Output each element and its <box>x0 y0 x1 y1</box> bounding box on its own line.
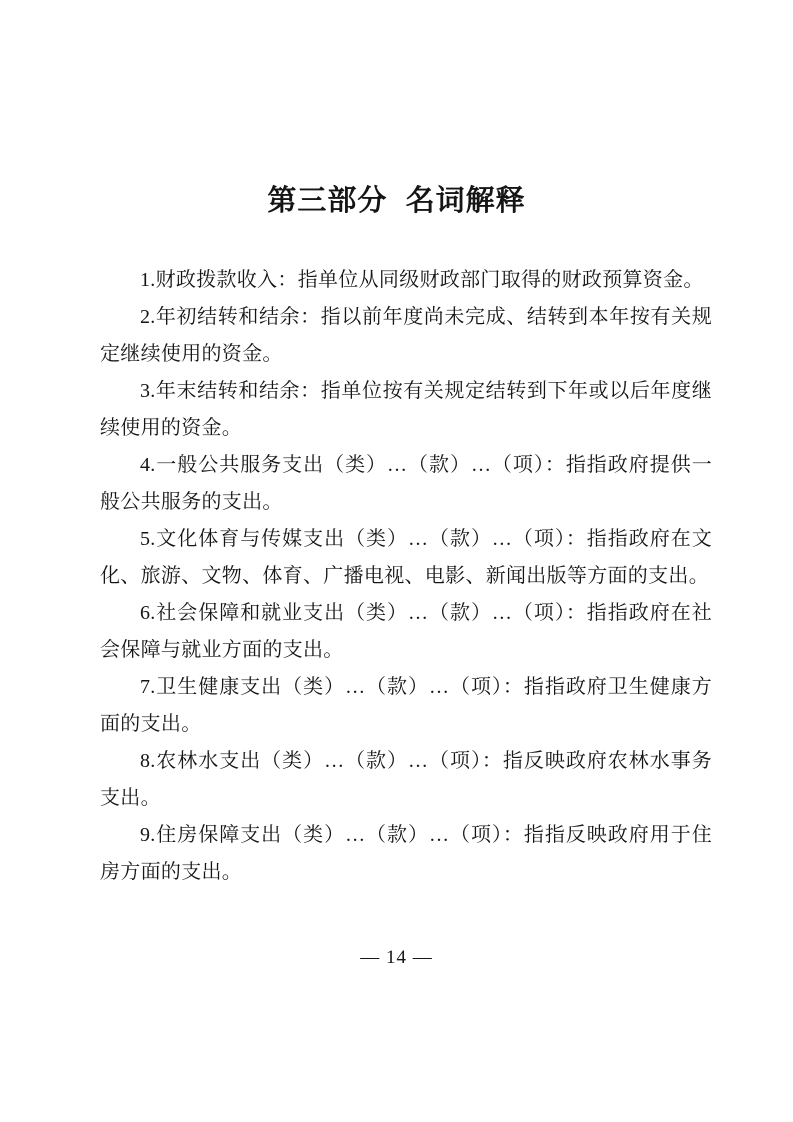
glossary-item-4: 4.一般公共服务支出（类）…（款）…（项）：指指政府提供一般公共服务的支出。 <box>100 454 712 513</box>
glossary-item-3: 3.年末结转和结余：指单位按有关规定结转到下年或以后年度继续使用的资金。 <box>100 380 712 439</box>
glossary-item-8: 8.农林水支出（类）…（款）…（项）：指反映政府农林水事务支出。 <box>100 750 712 809</box>
glossary-item-6: 6.社会保障和就业支出（类）…（款）…（项）：指指政府在社会保障与就业方面的支出。 <box>100 602 712 661</box>
page-number: — 14 — <box>360 947 433 968</box>
page-title: 第三部分 名词解释 <box>267 185 526 217</box>
glossary-list <box>100 262 712 891</box>
glossary-item-2: 2.年初结转和结余：指以前年度尚未完成、结转到本年按有关规定继续使用的资金。 <box>100 306 712 365</box>
glossary-item-5: 5.文化体育与传媒支出（类）…（款）…（项）：指指政府在文化、旅游、文物、体育、广播电视、电影、新闻出版等方面的支出。 <box>100 528 712 587</box>
glossary-item-9: 9.住房保障支出（类）…（款）…（项）：指指反映政府用于住房方面的支出。 <box>100 824 712 883</box>
glossary-item-1: 1.财政拨款收入：指单位从同级财政部门取得的财政预算资金。 <box>140 269 704 291</box>
glossary-item-7: 7.卫生健康支出（类）…（款）…（项）：指指政府卫生健康方面的支出。 <box>100 676 712 735</box>
